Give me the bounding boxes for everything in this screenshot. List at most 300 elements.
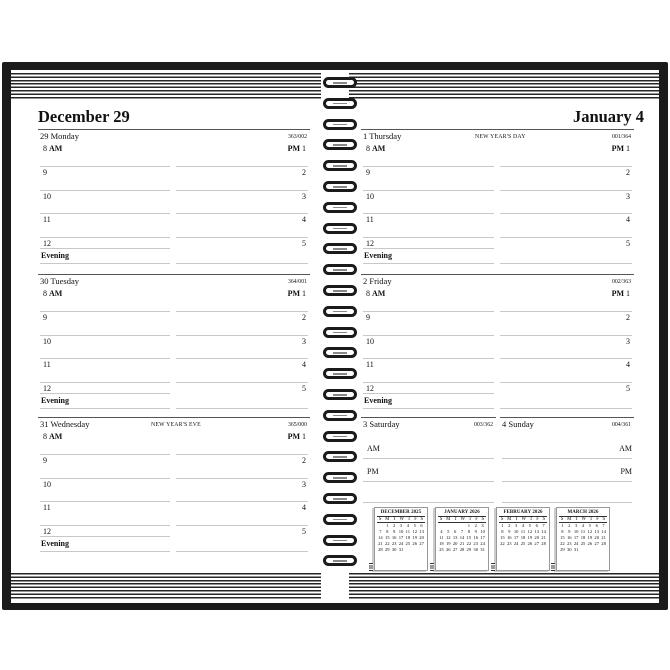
date-cell: 6: [535, 523, 538, 528]
date-cell: 9: [568, 529, 571, 534]
date-cell: 26: [587, 541, 593, 546]
hour-number: 10: [43, 191, 51, 201]
am-marker: AM: [49, 289, 63, 298]
day-header: [38, 417, 310, 429]
pm-marker: PM: [287, 289, 300, 298]
pm-hour-label: [626, 168, 630, 177]
date-cell: 5: [413, 523, 416, 528]
spiral-ring: [323, 202, 357, 213]
date-cell: 1: [501, 523, 504, 528]
date-cell: 15: [500, 535, 505, 540]
mini-calendar: [435, 507, 489, 571]
date-cell: 26: [445, 547, 451, 552]
spiral-ring: [323, 410, 357, 421]
slot-line: [500, 213, 633, 214]
pm-hour-label: [612, 144, 630, 153]
am-hour-label: [366, 289, 385, 298]
slot-line: [500, 335, 633, 336]
date-cell: 24: [513, 541, 519, 546]
am-hour-label: [366, 360, 374, 369]
date-cell: 27: [534, 541, 539, 546]
slot-line: [176, 382, 308, 383]
date-cell: 6: [420, 523, 423, 528]
date-cell: 21: [541, 535, 546, 540]
slot-line: [40, 382, 170, 383]
weekend-am-label: AM: [619, 444, 632, 453]
date-cell: 29: [560, 547, 565, 552]
date-cell: 11: [580, 529, 586, 534]
day-of-year: 363/002: [287, 134, 307, 140]
hour-number: 8: [43, 289, 47, 298]
date-cell: 2: [392, 523, 396, 528]
slot-line: [40, 478, 170, 479]
holiday-label: NEW YEAR'S EVE: [151, 422, 201, 428]
slot-line: [176, 454, 308, 455]
evening-label: Evening: [364, 396, 393, 406]
spiral-ring: [323, 306, 357, 317]
pm-hour-label: [302, 480, 306, 489]
slot-line: [40, 335, 170, 336]
pm-hour-label: [302, 503, 306, 512]
slot-line: [40, 166, 170, 167]
hour-number: 9: [43, 455, 47, 465]
hour-number: 8: [43, 432, 47, 441]
am-hour-label: [43, 289, 62, 298]
slot-line: [40, 501, 170, 502]
date-cell: 24: [573, 541, 579, 546]
slot-line: [176, 237, 308, 238]
date-cell: 26: [527, 541, 533, 546]
slot-line: [176, 551, 308, 552]
slot-line: [176, 525, 308, 526]
weekday-letter: M: [567, 517, 572, 522]
hour-number: 3: [302, 479, 306, 489]
date-cell: 7: [460, 529, 464, 534]
day-header: [361, 274, 634, 286]
weekday-row: [438, 516, 486, 523]
date-cell: 13: [452, 535, 458, 540]
hour-number: 2: [626, 167, 630, 177]
date-cell: 28: [541, 541, 546, 546]
slot-line: [363, 213, 494, 214]
date-cell: 20: [419, 535, 424, 540]
hour-number: 4: [302, 215, 306, 225]
weekday-letter: W: [460, 517, 466, 522]
slot-line: [363, 237, 494, 238]
evening-label: Evening: [41, 251, 70, 261]
slot-line: [176, 501, 308, 502]
pm-hour-label: [612, 289, 630, 298]
slot-line: [176, 166, 308, 167]
am-hour-label: [43, 456, 47, 465]
hour-number: 9: [43, 312, 47, 322]
day-name: 4 Sunday: [502, 419, 534, 429]
slot-line: [40, 551, 170, 552]
mini-calendar-title: JANUARY 2026: [444, 510, 480, 515]
spiral-ring: [323, 431, 357, 442]
date-cell: 8: [467, 529, 470, 534]
slot-line: [176, 263, 308, 264]
date-cell: 13: [594, 529, 599, 534]
weekday-letter: S: [481, 517, 485, 522]
pm-hour-label: [302, 456, 306, 465]
spiral-ring: [323, 160, 357, 171]
spiral-ring: [323, 223, 357, 234]
slot-line: [176, 478, 308, 479]
date-cell: 12: [527, 529, 533, 534]
date-cell: 10: [513, 529, 519, 534]
date-cell: 15: [384, 535, 390, 540]
weekday-letter: W: [399, 517, 405, 522]
date-cell: 8: [386, 529, 389, 534]
date-cell: 25: [439, 547, 444, 552]
date-cell: 16: [566, 535, 572, 540]
right-page: [349, 70, 659, 603]
date-cell: 20: [452, 541, 458, 546]
weekday-letter: T: [392, 517, 396, 522]
slot-line: [500, 311, 633, 312]
slot-line: [500, 382, 633, 383]
slot-line: [363, 263, 494, 264]
evening-label: Evening: [41, 396, 70, 406]
weekday-letter: S: [420, 517, 424, 522]
mini-calendar: [556, 507, 610, 571]
am-hour-label: [43, 503, 51, 512]
hour-number: 8: [366, 144, 370, 153]
date-cell: 31: [573, 547, 579, 552]
date-cell: 14: [601, 529, 606, 534]
hour-number: 3: [626, 336, 630, 346]
date-grid: [499, 523, 547, 547]
hour-number: 2: [302, 167, 306, 177]
weekday-letter: S: [378, 517, 382, 522]
date-cell: 28: [459, 547, 465, 552]
date-cell: 19: [587, 535, 593, 540]
spiral-ring: [323, 555, 357, 566]
am-marker: AM: [49, 144, 63, 153]
date-cell: 17: [480, 535, 485, 540]
hour-number: 10: [366, 191, 374, 201]
slot-line: [363, 408, 494, 409]
slot-line: [502, 481, 632, 482]
weekday-letter: F: [596, 517, 599, 522]
slot-line: [363, 481, 494, 482]
date-cell: 12: [412, 529, 417, 534]
date-cell: 11: [520, 529, 526, 534]
pm-hour-label: [302, 215, 306, 224]
slot-line: [500, 408, 633, 409]
date-grid: [377, 523, 425, 553]
date-cell: 8: [561, 529, 564, 534]
spiral-ring: [323, 243, 357, 254]
top-stripes: [11, 73, 321, 100]
bottom-stripes: [349, 573, 659, 600]
slot-line: [176, 190, 308, 191]
pm-marker: PM: [611, 144, 624, 153]
day-header: [38, 274, 310, 286]
date-cell: 10: [573, 529, 579, 534]
slot-line: [40, 213, 170, 214]
hour-number: 5: [626, 384, 630, 394]
weekday-row: [559, 516, 607, 523]
spiral-ring: [323, 472, 357, 483]
date-cell: 16: [473, 535, 478, 540]
am-hour-label: [43, 432, 62, 441]
date-cell: 22: [560, 541, 565, 546]
weekday-letter: S: [542, 517, 546, 522]
pm-hour-label: [302, 337, 306, 346]
weekday-letter: S: [439, 517, 443, 522]
pm-hour-label: [302, 384, 306, 393]
am-hour-label: [366, 215, 374, 224]
weekend-pm-label: PM: [367, 467, 379, 476]
am-hour-label: [366, 168, 370, 177]
hour-number: 4: [302, 503, 306, 513]
slot-line: [176, 358, 308, 359]
spiral-ring: [323, 98, 357, 109]
weekday-letter: F: [536, 517, 539, 522]
date-cell: 8: [501, 529, 504, 534]
am-hour-label: [43, 144, 62, 153]
hour-number: 11: [366, 215, 374, 225]
date-cell: 3: [574, 523, 578, 528]
date-cell: 24: [398, 541, 404, 546]
spiral-ring: [323, 139, 357, 150]
mini-calendar-tab: [369, 563, 373, 571]
date-cell: 30: [566, 547, 572, 552]
slot-line: [500, 358, 633, 359]
spiral-ring: [323, 327, 357, 338]
date-cell: 19: [445, 541, 451, 546]
am-hour-label: [43, 384, 51, 393]
date-cell: 17: [398, 535, 404, 540]
date-cell: 22: [384, 541, 390, 546]
date-cell: 2: [508, 523, 511, 528]
mini-calendar-title: MARCH 2026: [567, 510, 599, 515]
pm-hour-label: [302, 192, 306, 201]
hour-number: 1: [302, 432, 306, 441]
top-stripes: [349, 73, 659, 100]
am-hour-label: [43, 215, 51, 224]
day-header: [500, 417, 634, 429]
hour-number: 11: [43, 215, 51, 225]
weekday-letter: S: [560, 517, 564, 522]
slot-line: [502, 458, 632, 459]
spiral-ring: [323, 347, 357, 358]
spiral-ring: [323, 451, 357, 462]
hour-number: 5: [302, 239, 306, 249]
slot-line: [176, 408, 308, 409]
spiral-ring: [323, 285, 357, 296]
date-cell: 31: [398, 547, 404, 552]
slot-line: [363, 166, 494, 167]
date-cell: 21: [601, 535, 606, 540]
date-cell: 31: [480, 547, 485, 552]
date-cell: 7: [542, 523, 545, 528]
weekday-letter: F: [414, 517, 417, 522]
hour-number: 2: [302, 312, 306, 322]
pm-hour-label: [626, 313, 630, 322]
hour-number: 12: [43, 239, 51, 249]
slot-line: [363, 190, 494, 191]
date-cell: 13: [419, 529, 424, 534]
mini-calendar-tab: [551, 563, 555, 571]
slot-line: [363, 335, 494, 336]
am-hour-label: [43, 239, 51, 248]
spiral-ring: [323, 77, 357, 88]
hour-number: 9: [366, 312, 370, 322]
hour-number: 4: [302, 360, 306, 370]
date-cell: 18: [439, 541, 444, 546]
date-cell: 3: [514, 523, 518, 528]
mini-calendar: [496, 507, 550, 571]
weekday-letter: M: [446, 517, 451, 522]
date-cell: 5: [447, 529, 450, 534]
date-cell: 16: [391, 535, 397, 540]
date-cell: 5: [528, 523, 531, 528]
week-start-heading: December 29: [38, 107, 130, 126]
weekday-letter: W: [521, 517, 527, 522]
hour-number: 3: [302, 336, 306, 346]
weekday-letter: T: [407, 517, 411, 522]
hour-number: 2: [302, 455, 306, 465]
date-cell: 19: [527, 535, 533, 540]
hour-number: 8: [366, 289, 370, 298]
slot-line: [40, 536, 170, 537]
date-cell: 14: [378, 535, 383, 540]
date-cell: 25: [520, 541, 526, 546]
date-cell: 12: [587, 529, 593, 534]
pm-marker: PM: [287, 432, 300, 441]
pm-hour-label: [626, 384, 630, 393]
date-cell: 17: [513, 535, 519, 540]
day-of-year: 001/364: [611, 134, 631, 140]
date-cell: 23: [391, 541, 397, 546]
hour-number: 3: [302, 191, 306, 201]
day-name: 30 Tuesday: [40, 276, 79, 286]
hour-number: 5: [626, 239, 630, 249]
date-cell: 27: [452, 547, 458, 552]
pm-hour-label: [302, 239, 306, 248]
date-cell: 4: [440, 529, 443, 534]
date-cell: 18: [580, 535, 586, 540]
slot-line: [176, 335, 308, 336]
hour-number: 4: [626, 360, 630, 370]
hour-number: 10: [43, 336, 51, 346]
day-name: 1 Thursday: [363, 131, 402, 141]
weekday-letter: M: [385, 517, 390, 522]
mini-calendar-tab: [491, 563, 495, 571]
hour-number: 1: [626, 289, 630, 298]
hour-number: 10: [366, 336, 374, 346]
pm-hour-label: [288, 432, 306, 441]
day-header: [361, 129, 634, 141]
weekday-letter: T: [453, 517, 457, 522]
evening-label: Evening: [41, 539, 70, 549]
slot-line: [363, 502, 494, 503]
date-cell: 17: [573, 535, 579, 540]
hour-number: 8: [43, 144, 47, 153]
date-cell: 2: [568, 523, 571, 528]
date-cell: 11: [439, 535, 444, 540]
pm-hour-label: [626, 337, 630, 346]
date-cell: 14: [459, 535, 465, 540]
am-marker: AM: [372, 289, 386, 298]
slot-line: [176, 213, 308, 214]
date-cell: 27: [419, 541, 424, 546]
am-marker: AM: [49, 432, 63, 441]
date-cell: 15: [466, 535, 472, 540]
slot-line: [363, 358, 494, 359]
slot-line: [363, 382, 494, 383]
date-cell: 3: [399, 523, 403, 528]
hour-number: 9: [43, 167, 47, 177]
mini-calendar-title: FEBRUARY 2026: [503, 510, 543, 515]
week-end-heading: January 4: [572, 107, 644, 126]
date-cell: 23: [506, 541, 512, 546]
date-cell: 20: [594, 535, 599, 540]
date-cell: 10: [480, 529, 485, 534]
weekday-row: [499, 516, 547, 523]
date-cell: 29: [384, 547, 390, 552]
date-cell: 14: [541, 529, 546, 534]
pm-hour-label: [302, 313, 306, 322]
date-cell: 29: [466, 547, 472, 552]
date-cell: 3: [481, 523, 484, 528]
am-hour-label: [43, 360, 51, 369]
weekday-letter: T: [589, 517, 593, 522]
date-cell: 9: [474, 529, 477, 534]
hour-number: 3: [626, 191, 630, 201]
pm-hour-label: [302, 360, 306, 369]
date-cell: 18: [405, 535, 411, 540]
hour-number: 1: [626, 144, 630, 153]
date-cell: 1: [561, 523, 564, 528]
hour-number: 11: [43, 360, 51, 370]
pm-marker: PM: [611, 289, 624, 298]
weekday-letter: T: [514, 517, 518, 522]
mini-calendar: [374, 507, 428, 571]
am-hour-label: [43, 337, 51, 346]
date-cell: 9: [508, 529, 511, 534]
date-cell: 4: [521, 523, 525, 528]
date-cell: 7: [602, 523, 605, 528]
day-of-year: 364/001: [287, 279, 307, 285]
day-name: 31 Wednesday: [40, 419, 90, 429]
slot-line: [40, 311, 170, 312]
date-cell: 28: [378, 547, 383, 552]
slot-line: [40, 525, 170, 526]
date-cell: 1: [467, 523, 470, 528]
bottom-stripes: [11, 573, 321, 600]
spiral-ring: [323, 514, 357, 525]
date-cell: 25: [405, 541, 411, 546]
slot-line: [40, 358, 170, 359]
spiral-ring: [323, 493, 357, 504]
weekday-letter: S: [602, 517, 606, 522]
pm-hour-label: [302, 527, 306, 536]
date-cell: 20: [534, 535, 539, 540]
day-of-year: 365/000: [287, 422, 307, 428]
weekend-am-label: AM: [367, 444, 380, 453]
spiral-ring: [323, 181, 357, 192]
slot-line: [40, 393, 170, 394]
date-cell: 26: [412, 541, 417, 546]
hour-number: 12: [366, 384, 374, 394]
date-cell: 22: [466, 541, 472, 546]
weekday-letter: M: [507, 517, 512, 522]
pm-hour-label: [626, 360, 630, 369]
